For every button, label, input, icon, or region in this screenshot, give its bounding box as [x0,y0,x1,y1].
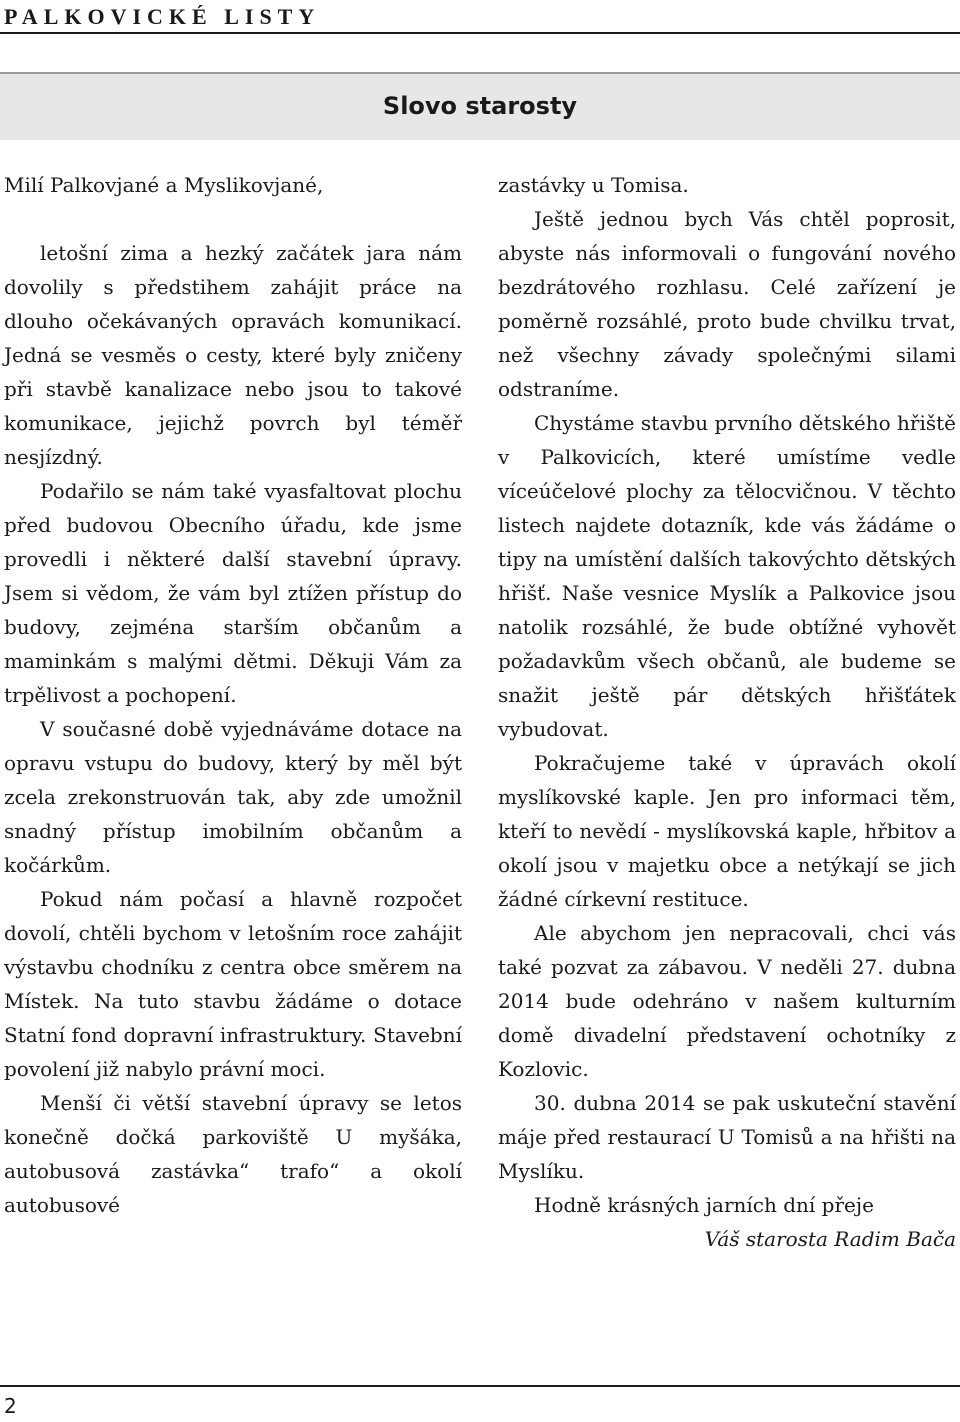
signature: Váš starosta Radim Bača [704,1227,956,1251]
article-title: Slovo starosty [382,92,578,120]
closing-line: Hodně krásných jarních dní přeje [534,1193,874,1217]
paragraph: Pokud nám počasí a hlavně rozpočet dovolí, chtěli bychom v letošním roce zahájit výstavbu chodníku z centra obce směrem na Místek. Na tuto stavbu žádáme o dotace Statní fond dopravní infrastruktury. Stavební povolení již nabylo právní moci. [4,887,462,1081]
paragraph: Menší či větší stavební úpravy se letos konečně dočká parkoviště U myšáka, autobusová zastávka“ trafo“ a okolí autobusové [4,1091,462,1217]
paragraph: Ale abychom jen nepracovali, chci vás také pozvat za zábavou. V neděli 27. dubna 2014 bude odehráno v našem kulturním domě divadelní představení ochotníky z Kozlovic. [498,921,956,1081]
paragraph: 30. dubna 2014 se pak uskuteční stavění máje před restaurací U Tomisů a na hřišti na Myslíku. [498,1091,956,1183]
right-column [498,168,956,1256]
paragraph-continuation: zastávky u Tomisa. [498,173,689,197]
left-column [4,168,462,1222]
paragraph: Pokračujeme také v úpravách okolí myslíkovské kaple. Jen pro informaci těm, kteří to nevědí - myslíkovská kaple, hřbitov a okolí jsou v majetku obce a netýkají se jich žádné církevní restituce. [498,751,956,911]
greeting: Milí Palkovjané a Myslikovjané, [4,173,324,197]
footer-rule [0,1385,960,1387]
paragraph: V současné době vyjednáváme dotace na opravu vstupu do budovy, který by měl být zcela zrekonstruován tak, aby zde umožnil snadný přístup imobilním občanům a kočárkům. [4,717,462,877]
paragraph: Podařilo se nám také vyasfaltovat plochu před budovou Obecního úřadu, kde jsme provedli i některé další stavební úpravy. Jsem si vědom, že vám byl ztížen přístup do budovy, zejména starším občanům a maminkám s malými dětmi. Děkuji Vám za trpělivost a pochopení. [4,479,462,707]
paragraph: Ještě jednou bych Vás chtěl poprosit, abyste nás informovali o fungování nového bezdrátového rozhlasu. Celé zařízení je poměrně rozsáhlé, proto bude chvilku trvat, než všechny závady společnými silami odstraníme. [498,207,956,401]
article-title-band [0,72,960,140]
page-number: 2 [4,1394,17,1418]
header-rule [0,32,960,34]
paragraph: Chystáme stavbu prvního dětského hřiště v Palkovicích, které umístíme vedle víceúčelové plochy za tělocvičnou. V těchto listech najdete dotazník, kde vás žádáme o tipy na umístění dalších takovýchto dětských hřišť. Naše vesnice Myslík a Palkovice jsou natolik rozsáhlé, že bude obtížné vyhovět požadavkům všech občanů, ale budeme se snažit ještě pár dětských hřišťátek vybudovat. [498,411,956,741]
paragraph: letošní zima a hezký začátek jara nám dovolily s předstihem zahájit práce na dlouho očekávaných opravách komunikací. Jedná se vesměs o cesty, které byly zničeny při stavbě kanalizace nebo jsou to takové komunikace, jejichž povrch byl téměř nesjízdný. [4,241,462,469]
publication-title: PALKOVICKÉ LISTY [4,4,321,29]
